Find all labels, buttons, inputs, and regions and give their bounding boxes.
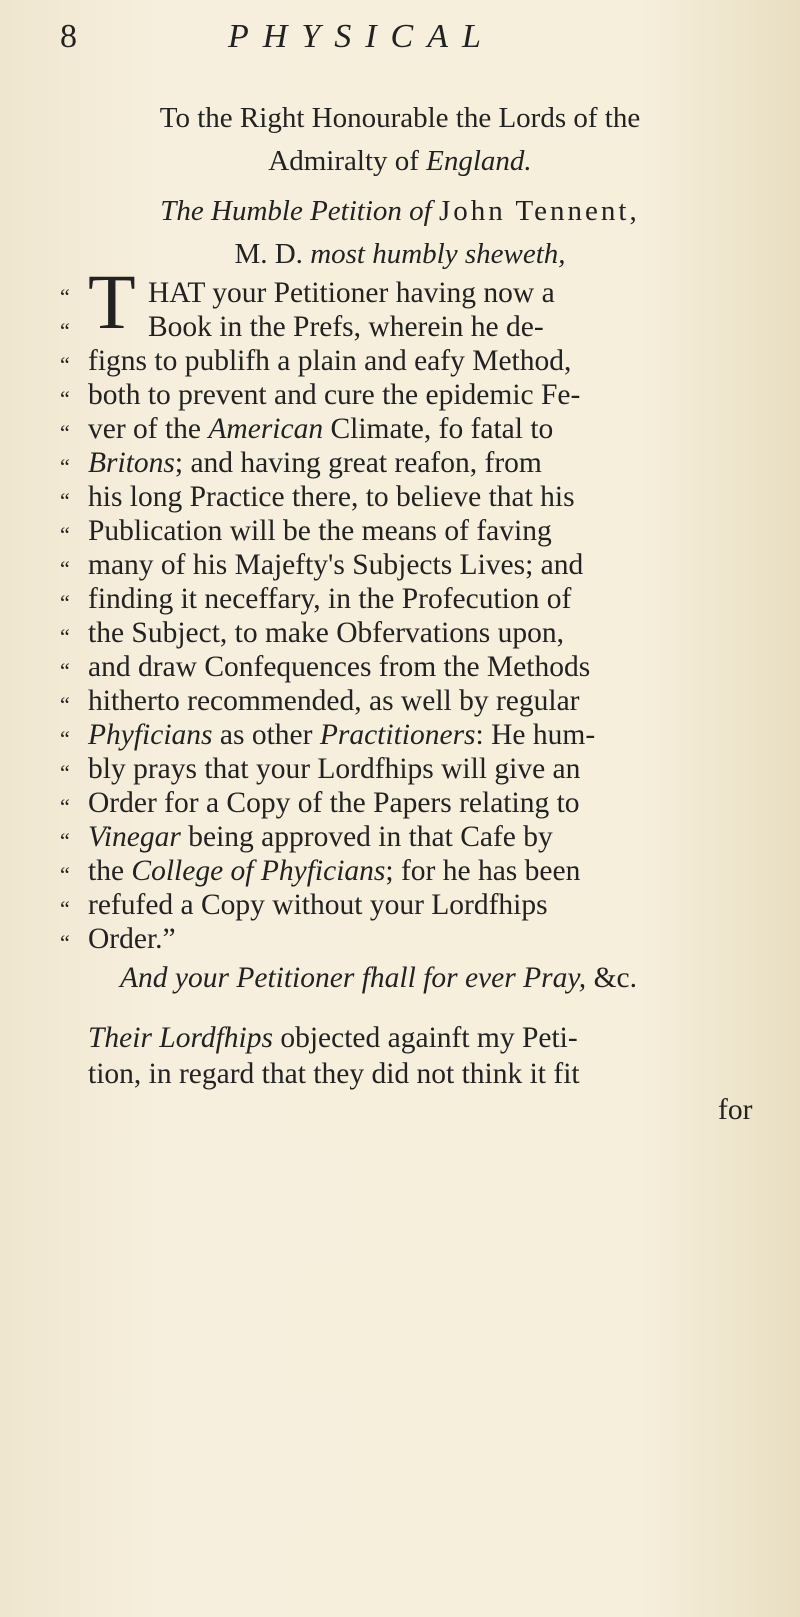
body-line: refufed a Copy without your Lordfhips (88, 889, 548, 921)
body-line: and draw Confequences from the Methods (88, 651, 591, 683)
quote-mark: “ (60, 862, 70, 887)
address-line-2: Admiralty of England. (268, 145, 532, 177)
body-line: Phyficians as other Practitioners: He hum- (88, 719, 596, 751)
body-line: hitherto recommended, as well by regular (88, 685, 580, 717)
quote-mark: “ (60, 828, 70, 853)
page-number: 8 (60, 18, 77, 55)
body-line: finding it neceffary, in the Profecution of (88, 583, 572, 615)
quote-mark: “ (60, 692, 70, 717)
quote-mark: “ (60, 658, 70, 683)
body-line: the Subject, to make Obfervations upon, (88, 617, 564, 649)
quote-mark: “ (60, 930, 70, 955)
after-line-1: Their Lordfhips objected againft my Peti- (88, 1022, 578, 1054)
quote-mark: “ (60, 556, 70, 581)
body-line: Vinegar being approved in that Cafe by (88, 821, 553, 853)
quote-mark: “ (60, 726, 70, 751)
quote-mark: “ (60, 624, 70, 649)
body-line: Book in the Prefs, wherein he de- (148, 311, 544, 343)
body-line: Order.” (88, 923, 176, 955)
closing-line: And your Petitioner fhall for ever Pray, &c. (120, 962, 637, 994)
quote-mark: “ (60, 318, 70, 343)
body-line: both to prevent and cure the epidemic Fe- (88, 379, 581, 411)
body-line: HAT your Petitioner having now a (148, 277, 555, 309)
body-line: the College of Phyficians; for he has been (88, 855, 581, 887)
quote-mark: “ (60, 454, 70, 479)
after-line-2: tion, in regard that they did not think it fit (88, 1058, 580, 1090)
body-line: ver of the American Climate, fo fatal to (88, 413, 554, 445)
body-line: Britons; and having great reafon, from (88, 447, 542, 479)
drop-cap: T (88, 258, 136, 345)
body-line: bly prays that your Lordfhips will give an (88, 753, 581, 785)
running-head: PHYSICAL (228, 18, 495, 55)
body-line: Order for a Copy of the Papers relating to (88, 787, 580, 819)
quote-mark: “ (60, 352, 70, 377)
quote-mark: “ (60, 488, 70, 513)
quote-mark: “ (60, 896, 70, 921)
body-line: figns to publifh a plain and eafy Method, (88, 345, 572, 377)
quote-mark: “ (60, 760, 70, 785)
quote-mark: “ (60, 284, 70, 309)
quote-mark: “ (60, 522, 70, 547)
catchword: for (718, 1094, 753, 1126)
body-line: his long Practice there, to believe that his (88, 481, 575, 513)
body-line: many of his Majefty's Subjects Lives; and (88, 549, 584, 581)
quote-mark: “ (60, 590, 70, 615)
quote-mark: “ (60, 794, 70, 819)
quote-mark: “ (60, 420, 70, 445)
page-header (60, 18, 770, 68)
body-line: Publication will be the means of faving (88, 515, 552, 547)
petition-title: The Humble Petition of John Tennent, (160, 195, 640, 227)
address-line-1: To the Right Honourable the Lords of the (159, 102, 641, 134)
quote-mark: “ (60, 386, 70, 411)
petition-title-line-2: M. D. most humbly sheweth, (234, 238, 566, 270)
